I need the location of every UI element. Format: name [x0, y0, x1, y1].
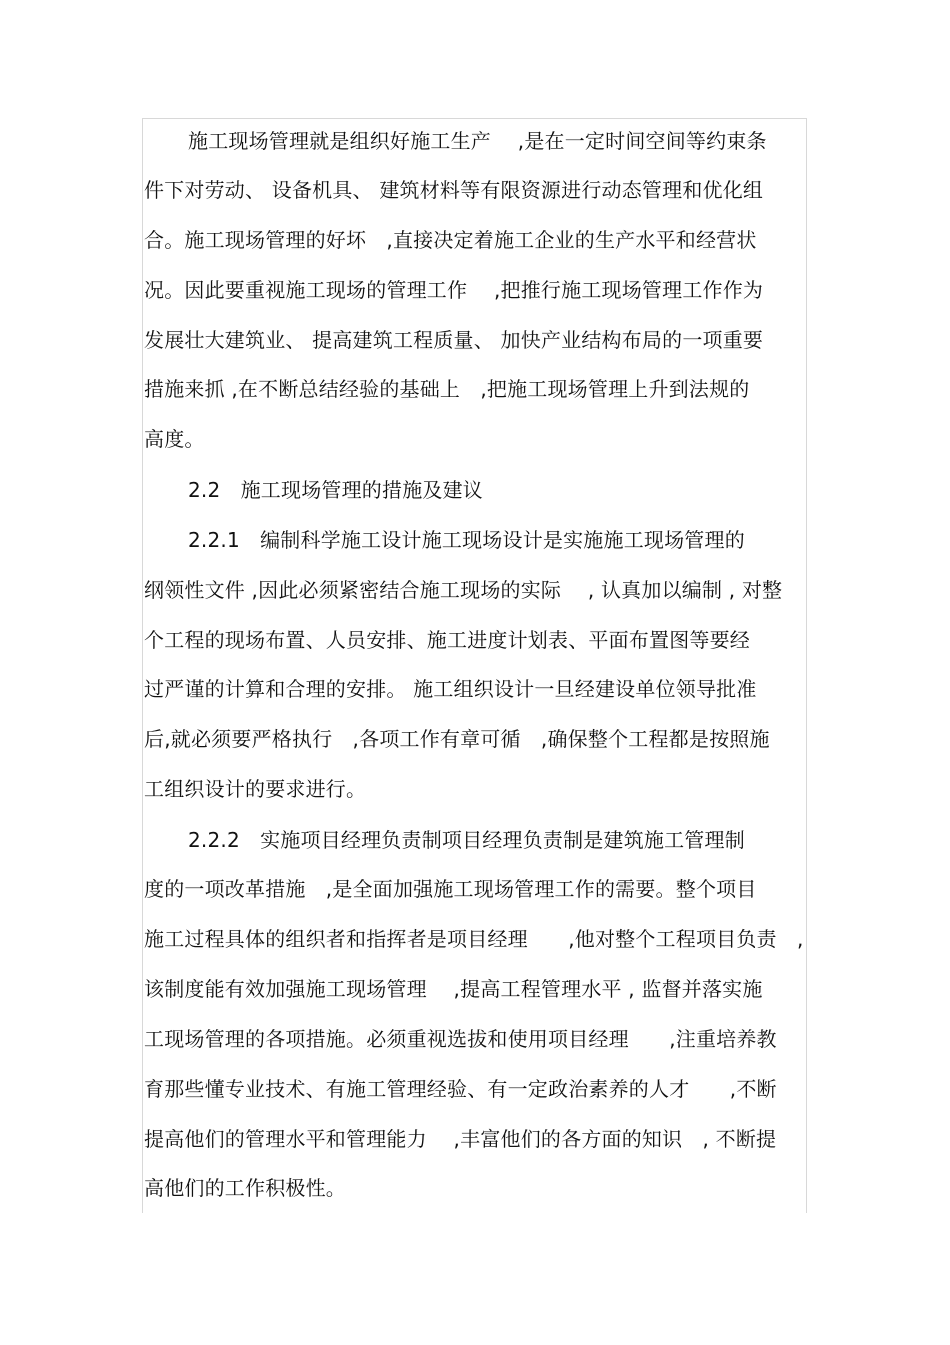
paragraph-line: 纲领性文件 ,因此必须紧密结合施工现场的实际 , 认真加以编制 , 对整: [144, 578, 783, 602]
paragraph-line: 发展壮大建筑业、 提高建筑工程质量、 加快产业结构布局的一项重要: [144, 328, 764, 352]
paragraph-line: 况。因此要重视施工现场的管理工作 ,把推行施工现场管理工作作为: [144, 278, 764, 302]
paragraph-line: 工组织设计的要求进行。: [144, 777, 367, 801]
paragraph-line: 高他们的工作积极性。: [144, 1176, 346, 1200]
paragraph-line: 施工过程具体的组织者和指挥者是项目经理 ,他对整个工程项目负责 ,: [144, 927, 804, 951]
paragraph-line: 工现场管理的各项措施。必须重视选拔和使用项目经理 ,注重培养教: [144, 1027, 777, 1051]
subsection-heading-line: 2.2.2 实施项目经理负责制项目经理负责制是建筑施工管理制: [188, 828, 745, 852]
paragraph-line: 高度。: [144, 427, 205, 451]
paragraph-line: 育那些懂专业技术、有施工管理经验、有一定政治素养的人才 ,不断: [144, 1077, 777, 1101]
section-heading: 2.2 施工现场管理的措施及建议: [188, 478, 484, 502]
paragraph-line: 合。施工现场管理的好坏 ,直接决定着施工企业的生产水平和经营状: [144, 228, 757, 252]
paragraph-line: 措施来抓 ,在不断总结经验的基础上 ,把施工现场管理上升到法规的: [144, 377, 750, 401]
paragraph-line: 个工程的现场布置、人员安排、施工进度计划表、平面布置图等要经: [144, 628, 750, 652]
paragraph-line: 件下对劳动、 设备机具、 建筑材料等有限资源进行动态管理和优化组: [144, 178, 764, 202]
paragraph-line: 施工现场管理就是组织好施工生产 ,是在一定时间空间等约束条: [188, 129, 767, 153]
paragraph-line: 后,就必须要严格执行 ,各项工作有章可循 ,确保整个工程都是按照施: [144, 727, 770, 751]
subsection-heading-line: 2.2.1 编制科学施工设计施工现场设计是实施施工现场管理的: [188, 528, 745, 552]
paragraph-line: 该制度能有效加强施工现场管理 ,提高工程管理水平 , 监督并落实施: [144, 977, 763, 1001]
paragraph-line: 度的一项改革措施 ,是全面加强施工现场管理工作的需要。整个项目: [144, 877, 757, 901]
paragraph-line: 提高他们的管理水平和管理能力 ,丰富他们的各方面的知识 , 不断提: [144, 1127, 777, 1151]
paragraph-line: 过严谨的计算和合理的安排。 施工组织设计一旦经建设单位领导批准: [144, 677, 757, 701]
